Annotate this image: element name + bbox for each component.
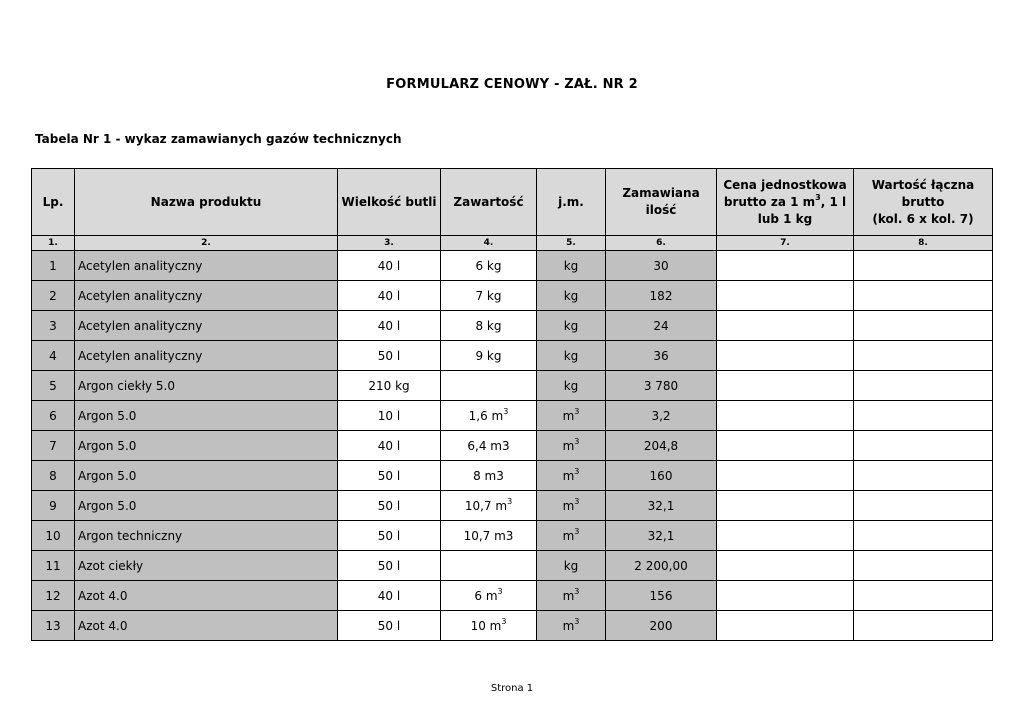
cell-product-name	[75, 311, 338, 341]
cell-total-value[interactable]	[854, 431, 993, 461]
cell-unit-price[interactable]	[717, 551, 854, 581]
header-lp: Lp.	[32, 169, 75, 236]
cell-quantity	[606, 401, 717, 431]
cell-content	[441, 551, 537, 581]
cell-quantity	[606, 431, 717, 461]
cell-quantity-text: 3,2	[651, 408, 671, 423]
cell-unit-text: m	[562, 438, 575, 453]
cell-unit	[537, 491, 606, 521]
cell-lp	[32, 611, 75, 641]
cell-unit-superscript: 3	[574, 496, 580, 506]
cell-unit-price[interactable]	[717, 281, 854, 311]
cell-content	[441, 401, 537, 431]
cell-bottle-size-text: 210 kg	[368, 378, 410, 393]
column-number: 2.	[75, 236, 338, 251]
cell-bottle-size	[338, 281, 441, 311]
cell-lp	[32, 461, 75, 491]
column-number: 7.	[717, 236, 854, 251]
cell-lp-text: 8	[49, 468, 57, 483]
cell-quantity	[606, 581, 717, 611]
table-row	[32, 491, 993, 521]
cell-content-text: 6 m	[474, 588, 498, 603]
header-unit: j.m.	[537, 169, 606, 236]
column-number: 4.	[441, 236, 537, 251]
table-row	[32, 341, 993, 371]
cell-quantity-text: 160	[649, 468, 673, 483]
cell-quantity-text: 36	[653, 348, 669, 363]
cell-total-value[interactable]	[854, 461, 993, 491]
header-unit-price-line2b: , 1 l	[820, 194, 847, 209]
cell-quantity	[606, 551, 717, 581]
cell-quantity-text: 204,8	[643, 438, 679, 453]
header-unit-price-line1: Cena jednostkowa	[723, 177, 847, 192]
cell-quantity-text: 32,1	[647, 498, 675, 513]
cell-unit-price[interactable]	[717, 521, 854, 551]
cell-unit-text: m	[562, 498, 575, 513]
cell-total-value[interactable]	[854, 581, 993, 611]
header-total-line3: (kol. 6 x kol. 7)	[872, 211, 974, 226]
header-total-line2: brutto	[901, 194, 945, 209]
column-number: 3.	[338, 236, 441, 251]
cell-total-value[interactable]	[854, 371, 993, 401]
cell-lp	[32, 551, 75, 581]
header-quantity-line2: ilość	[645, 203, 677, 217]
cell-content	[441, 251, 537, 281]
cell-product-name-text: Argon 5.0	[78, 498, 137, 513]
cell-unit-text: kg	[563, 318, 579, 333]
price-table	[31, 168, 993, 641]
cell-content-superscript: 3	[507, 496, 513, 506]
cell-product-name	[75, 281, 338, 311]
cell-unit-superscript: 3	[574, 526, 580, 536]
header-unit-price	[717, 169, 854, 236]
cell-lp-text: 1	[49, 258, 57, 273]
cell-unit	[537, 431, 606, 461]
cell-bottle-size-text: 10 l	[377, 408, 401, 423]
cell-unit	[537, 251, 606, 281]
cell-quantity-text: 30	[653, 258, 669, 273]
cell-total-value[interactable]	[854, 341, 993, 371]
cell-bottle-size-text: 50 l	[377, 558, 401, 573]
table-row	[32, 431, 993, 461]
cell-content	[441, 581, 537, 611]
cell-product-name	[75, 401, 338, 431]
cell-bottle-size-text: 50 l	[377, 618, 401, 633]
cell-content	[441, 371, 537, 401]
cell-content-text: 1,6 m	[468, 408, 504, 423]
cell-unit-superscript: 3	[574, 436, 580, 446]
cell-unit-price[interactable]	[717, 431, 854, 461]
cell-lp-text: 5	[49, 378, 57, 393]
header-total-line1: Wartość łączna	[871, 177, 975, 192]
cell-unit-price[interactable]	[717, 461, 854, 491]
cell-lp	[32, 281, 75, 311]
table-row	[32, 371, 993, 401]
cell-content	[441, 311, 537, 341]
cell-lp-text: 9	[49, 498, 57, 513]
cell-lp-text: 4	[49, 348, 57, 363]
cell-total-value[interactable]	[854, 251, 993, 281]
cell-total-value[interactable]	[854, 491, 993, 521]
cell-lp	[32, 491, 75, 521]
cell-product-name	[75, 551, 338, 581]
cell-quantity-text: 3 780	[643, 378, 679, 393]
header-unit-price-sup: 3	[815, 192, 821, 202]
cell-content-superscript: 3	[501, 616, 507, 626]
cell-quantity	[606, 371, 717, 401]
cell-bottle-size	[338, 611, 441, 641]
header-content: Zawartość	[441, 169, 537, 236]
header-unit-price-line2a: brutto za 1 m	[723, 194, 816, 209]
table-row	[32, 311, 993, 341]
cell-unit-price[interactable]	[717, 611, 854, 641]
cell-quantity-text: 2 200,00	[634, 558, 688, 573]
cell-unit	[537, 521, 606, 551]
column-number-row	[32, 236, 993, 251]
table-body	[32, 251, 993, 641]
cell-product-name	[75, 341, 338, 371]
cell-content	[441, 521, 537, 551]
cell-unit	[537, 611, 606, 641]
cell-content-text: 9 kg	[475, 348, 502, 363]
cell-bottle-size	[338, 251, 441, 281]
cell-lp	[32, 431, 75, 461]
cell-content	[441, 491, 537, 521]
cell-total-value[interactable]	[854, 611, 993, 641]
table-row	[32, 581, 993, 611]
cell-unit-superscript: 3	[574, 406, 580, 416]
cell-product-name	[75, 251, 338, 281]
cell-product-name-text: Acetylen analityczny	[78, 258, 203, 273]
cell-product-name-text: Argon 5.0	[78, 468, 137, 483]
cell-unit-text: kg	[563, 288, 579, 303]
cell-content	[441, 611, 537, 641]
cell-unit	[537, 401, 606, 431]
cell-unit	[537, 371, 606, 401]
cell-bottle-size	[338, 431, 441, 461]
cell-bottle-size-text: 50 l	[377, 528, 401, 543]
cell-unit	[537, 581, 606, 611]
cell-unit-text: m	[562, 618, 575, 633]
header-product-name: Nazwa produktu	[75, 169, 338, 236]
cell-content-text: 6 kg	[475, 258, 502, 273]
cell-bottle-size-text: 40 l	[377, 288, 401, 303]
cell-content	[441, 461, 537, 491]
cell-bottle-size-text: 50 l	[377, 468, 401, 483]
column-number: 5.	[537, 236, 606, 251]
cell-lp	[32, 401, 75, 431]
cell-unit-text: kg	[563, 258, 579, 273]
cell-unit	[537, 551, 606, 581]
header-bottle-size: Wielkość butli	[338, 169, 441, 236]
table-row	[32, 281, 993, 311]
cell-total-value[interactable]	[854, 311, 993, 341]
cell-lp	[32, 251, 75, 281]
cell-product-name-text: Acetylen analityczny	[78, 288, 203, 303]
cell-unit	[537, 341, 606, 371]
cell-content-text: 10 m	[470, 618, 502, 633]
cell-unit-superscript: 3	[574, 616, 580, 626]
cell-total-value[interactable]	[854, 521, 993, 551]
cell-quantity	[606, 311, 717, 341]
cell-unit-text: kg	[563, 378, 579, 393]
cell-unit	[537, 311, 606, 341]
table-header-row	[32, 169, 993, 236]
cell-product-name	[75, 371, 338, 401]
cell-content-superscript: 3	[497, 586, 503, 596]
page-title: FORMULARZ CENOWY - ZAŁ. NR 2	[386, 77, 638, 92]
cell-lp	[32, 311, 75, 341]
cell-lp-text: 2	[49, 288, 57, 303]
cell-bottle-size-text: 50 l	[377, 498, 401, 513]
cell-unit-text: m	[562, 528, 575, 543]
cell-unit-superscript: 3	[574, 586, 580, 596]
cell-content-superscript: 3	[503, 406, 509, 416]
cell-bottle-size	[338, 371, 441, 401]
cell-quantity	[606, 611, 717, 641]
cell-product-name	[75, 461, 338, 491]
cell-unit	[537, 461, 606, 491]
cell-lp	[32, 341, 75, 371]
cell-product-name-text: Azot 4.0	[78, 618, 128, 633]
header-total-value	[854, 169, 993, 236]
cell-unit-text: kg	[563, 558, 579, 573]
cell-lp-text: 6	[49, 408, 57, 423]
cell-lp	[32, 521, 75, 551]
table-row	[32, 251, 993, 281]
cell-bottle-size-text: 40 l	[377, 588, 401, 603]
cell-content-text: 8 kg	[475, 318, 502, 333]
cell-product-name	[75, 581, 338, 611]
cell-unit-price[interactable]	[717, 581, 854, 611]
cell-quantity-text: 182	[649, 288, 673, 303]
cell-content-text: 10,7 m3	[463, 528, 514, 543]
cell-unit-price[interactable]	[717, 311, 854, 341]
table-caption: Tabela Nr 1 - wykaz zamawianych gazów technicznych	[35, 132, 402, 146]
cell-lp-text: 11	[45, 558, 61, 573]
cell-lp-text: 13	[45, 618, 61, 633]
cell-product-name-text: Argon 5.0	[78, 408, 137, 423]
cell-quantity	[606, 521, 717, 551]
cell-bottle-size	[338, 521, 441, 551]
table-row	[32, 401, 993, 431]
cell-unit-price[interactable]	[717, 371, 854, 401]
cell-total-value[interactable]	[854, 281, 993, 311]
column-number: 1.	[32, 236, 75, 251]
cell-content-text: 6,4 m3	[467, 438, 510, 453]
cell-content-text: 7 kg	[475, 288, 502, 303]
cell-unit-text: m	[562, 588, 575, 603]
cell-content	[441, 431, 537, 461]
cell-quantity	[606, 341, 717, 371]
cell-product-name-text: Azot 4.0	[78, 588, 128, 603]
cell-quantity-text: 24	[653, 318, 669, 333]
cell-unit	[537, 281, 606, 311]
cell-unit-price[interactable]	[717, 401, 854, 431]
column-number: 6.	[606, 236, 717, 251]
cell-product-name-text: Argon 5.0	[78, 438, 137, 453]
cell-bottle-size	[338, 491, 441, 521]
cell-quantity-text: 156	[649, 588, 673, 603]
cell-content	[441, 341, 537, 371]
cell-unit-text: m	[562, 468, 575, 483]
cell-unit-price[interactable]	[717, 251, 854, 281]
cell-bottle-size	[338, 551, 441, 581]
cell-unit-text: m	[562, 408, 575, 423]
cell-quantity	[606, 281, 717, 311]
cell-quantity	[606, 461, 717, 491]
cell-product-name-text: Azot ciekły	[78, 558, 144, 573]
cell-unit-superscript: 3	[574, 466, 580, 476]
cell-product-name	[75, 431, 338, 461]
cell-bottle-size	[338, 401, 441, 431]
cell-bottle-size-text: 50 l	[377, 348, 401, 363]
cell-bottle-size	[338, 461, 441, 491]
cell-product-name-text: Acetylen analityczny	[78, 348, 203, 363]
page-number: Strona 1	[490, 683, 534, 694]
cell-quantity	[606, 491, 717, 521]
header-unit-price-line3: lub 1 kg	[757, 211, 813, 226]
table-row	[32, 521, 993, 551]
header-quantity-line1: Zamawiana	[622, 186, 700, 200]
cell-bottle-size-text: 40 l	[377, 258, 401, 273]
cell-product-name-text: Acetylen analityczny	[78, 318, 203, 333]
cell-unit-price[interactable]	[717, 491, 854, 521]
header-quantity	[606, 169, 717, 236]
cell-total-value[interactable]	[854, 401, 993, 431]
cell-content-text: 8 m3	[473, 468, 504, 483]
cell-lp-text: 10	[45, 528, 61, 543]
cell-bottle-size	[338, 341, 441, 371]
table-row	[32, 551, 993, 581]
cell-lp	[32, 581, 75, 611]
cell-bottle-size	[338, 311, 441, 341]
cell-product-name-text: Argon ciekły 5.0	[78, 378, 175, 393]
cell-bottle-size	[338, 581, 441, 611]
cell-lp-text: 3	[49, 318, 57, 333]
cell-lp-text: 7	[49, 438, 57, 453]
cell-product-name	[75, 521, 338, 551]
cell-bottle-size-text: 40 l	[377, 318, 401, 333]
cell-lp	[32, 371, 75, 401]
cell-unit-price[interactable]	[717, 341, 854, 371]
cell-content	[441, 281, 537, 311]
cell-product-name	[75, 611, 338, 641]
cell-quantity	[606, 251, 717, 281]
cell-product-name	[75, 491, 338, 521]
cell-total-value[interactable]	[854, 551, 993, 581]
cell-product-name-text: Argon techniczny	[78, 528, 183, 543]
cell-content-text: 10,7 m	[464, 498, 508, 513]
table-row	[32, 461, 993, 491]
column-number: 8.	[854, 236, 993, 251]
cell-quantity-text: 200	[649, 618, 673, 633]
cell-lp-text: 12	[45, 588, 61, 603]
cell-unit-text: kg	[563, 348, 579, 363]
cell-quantity-text: 32,1	[647, 528, 675, 543]
table-row	[32, 611, 993, 641]
cell-bottle-size-text: 40 l	[377, 438, 401, 453]
